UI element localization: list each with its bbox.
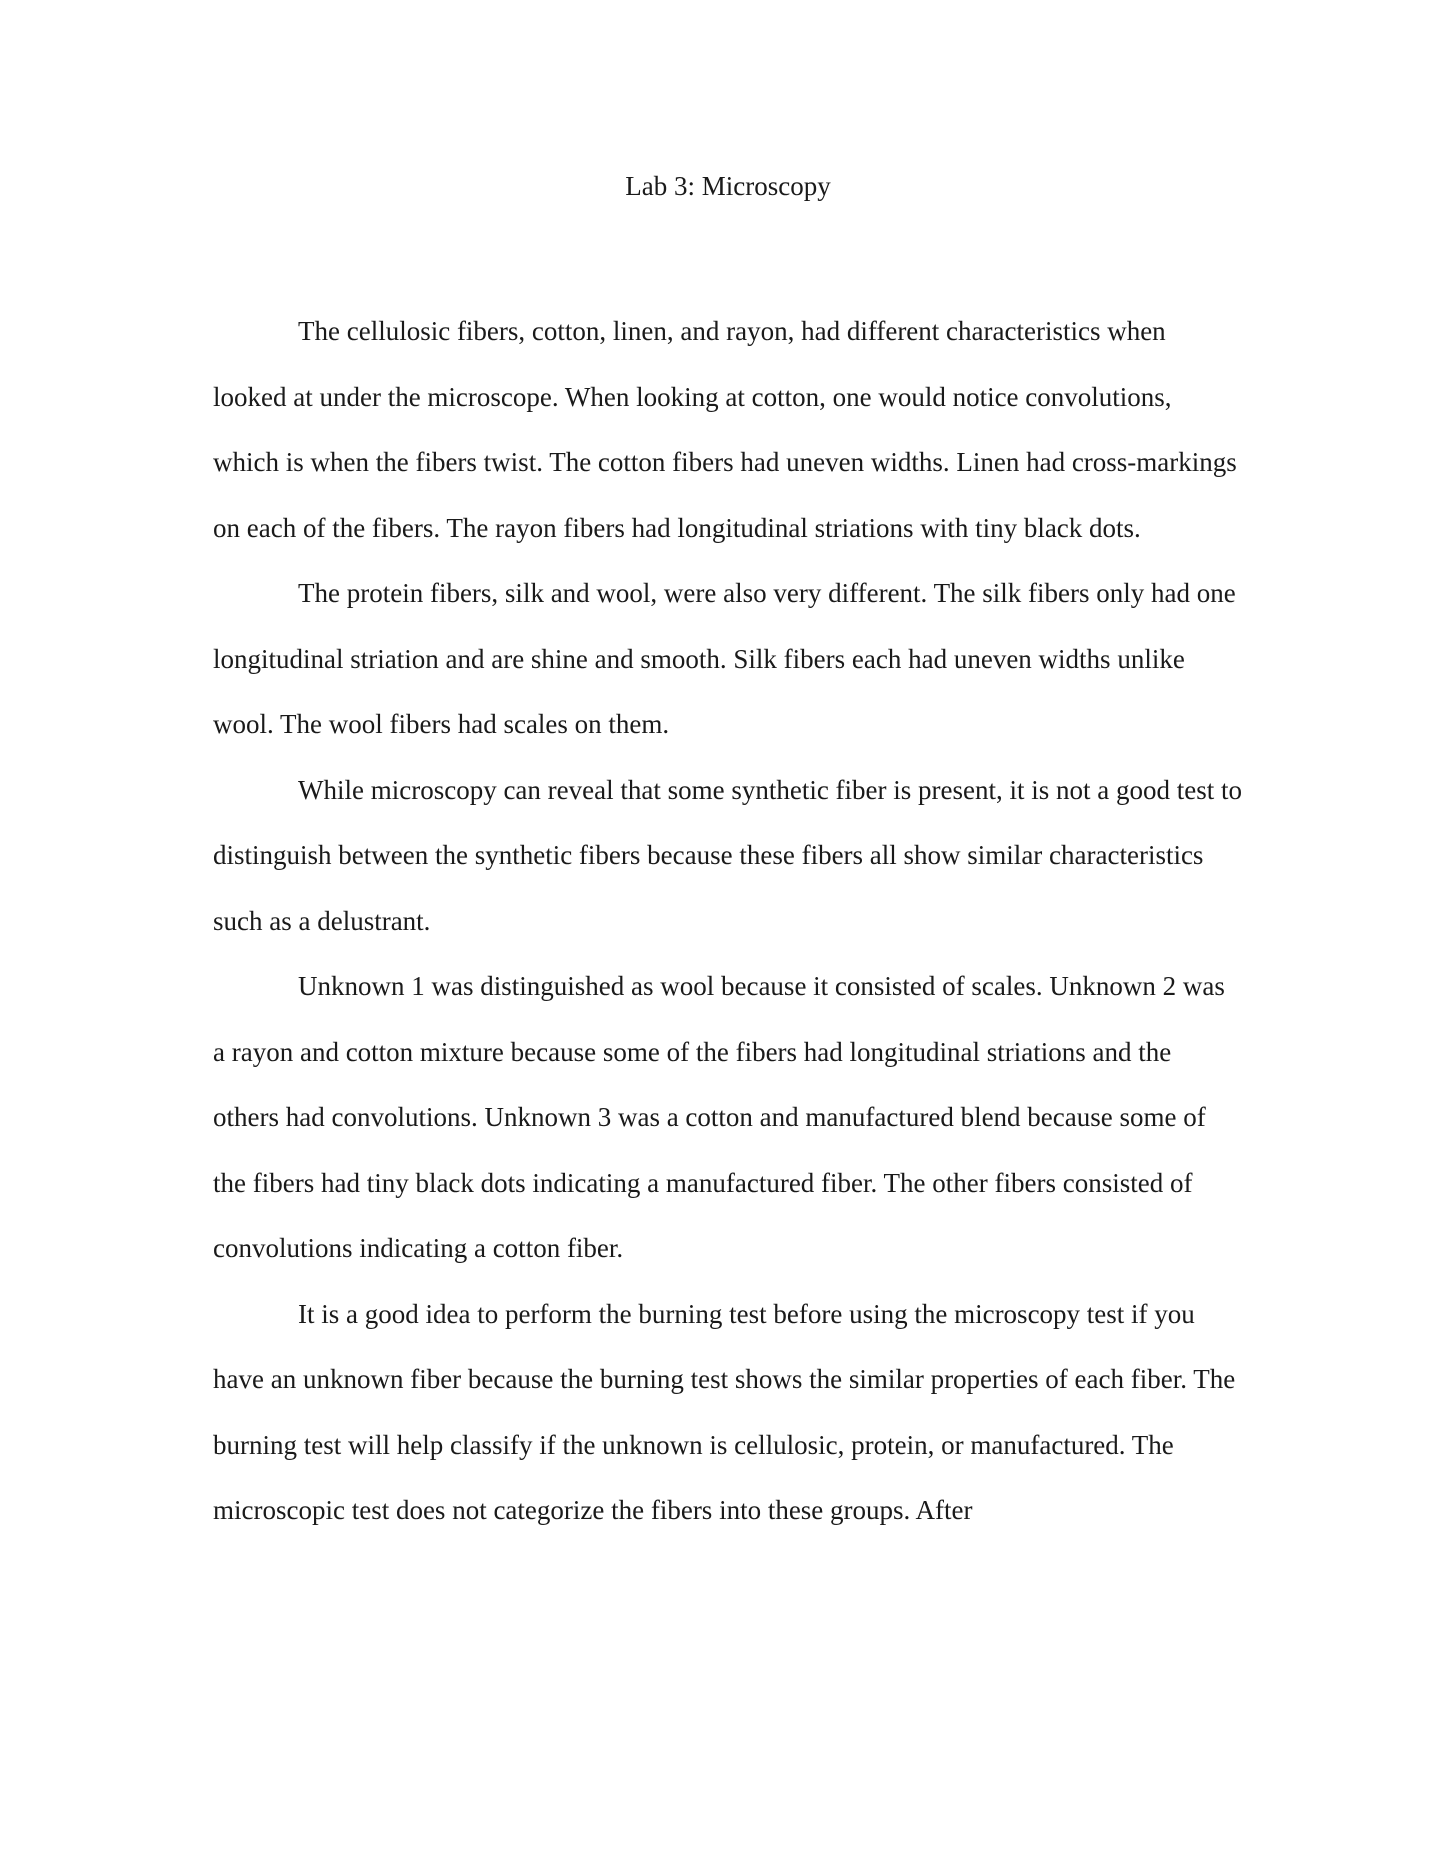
document-title: Lab 3: Microscopy — [625, 171, 831, 201]
document-body — [213, 299, 1243, 1544]
paragraph-cellulosic-fibers: The cellulosic fibers, cotton, linen, and rayon, had different characteristics when looked at under the microscope. When looking at cotton, one would notice convolutions, which is when the fibers twist. The cotton fibers had uneven widths. Linen had cross-markings on each of the fibers. The rayon fibers had longitudinal striations with tiny black dots. — [213, 316, 1237, 543]
paragraph-synthetic-fibers: While microscopy can reveal that some synthetic fiber is present, it is not a good test to distinguish between the synthetic fibers because these fibers all show similar characteristics such as a delustrant. — [213, 774, 1242, 936]
paragraph-protein-fibers: The protein fibers, silk and wool, were also very different. The silk fibers only had one longitudinal striation and are shine and smooth. Silk fibers each had uneven widths unlike wool. The wool fibers had scales on them. — [213, 578, 1236, 739]
paragraph-unknowns: Unknown 1 was distinguished as wool because it consisted of scales. Unknown 2 was a rayon and cotton mixture because some of the fibers had longitudinal striations and the others had convolutions. Unknown 3 was a cotton and manufactured blend because some of the fibers had tiny black dots indicating a manufactured fiber. The other fibers consisted of convolutions indicating a cotton fiber. — [213, 971, 1225, 1263]
paragraph-burning-test: It is a good idea to perform the burning test before using the microscopy test if you have an unknown fiber because the burning test shows the similar properties of each fiber. The burning test will help classify if the unknown is cellulosic, protein, or manufactured. The microscopic test does not categorize the fibers into these groups. After — [213, 1298, 1236, 1525]
